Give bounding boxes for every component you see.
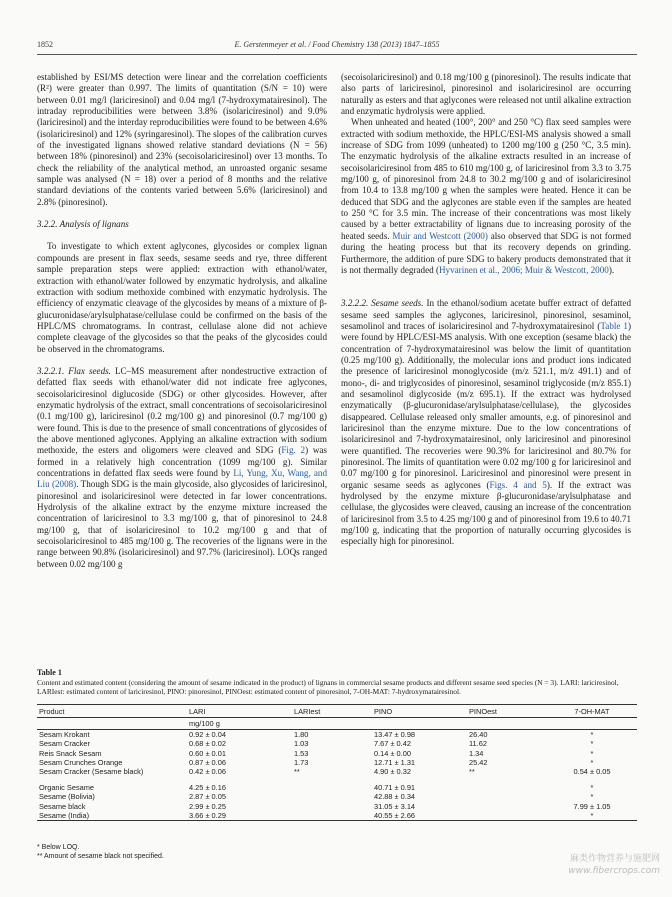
table-cell: 2.99 ± 0.25	[189, 801, 226, 811]
left-column	[37, 72, 327, 570]
table-cell: Sesame (India)	[37, 811, 187, 821]
table-title: Table 1	[37, 668, 62, 677]
fig2-link[interactable]: Fig. 2	[281, 445, 306, 456]
table-cell: *	[590, 757, 594, 767]
table-cell: 1.53	[294, 748, 309, 758]
table-cell: **	[469, 767, 475, 777]
table-cell: 12.71 ± 1.31	[374, 757, 416, 767]
table-cell: *	[547, 811, 637, 821]
page-number: 1852	[37, 40, 53, 49]
table-cell: *	[590, 782, 594, 792]
paragraph-sesame-seeds: 3.2.2.2. Sesame seeds. In the ethanol/sodium acetate buffer extract of defatted sesame seed samples the aglycones, lariciresinol, pinoresinol, sesaminol, sesamolinol and traces of isolariciresinol and 7-hydroxymatairesinol (Table 1) were found by HPLC/ESI-MS analysis. With one exception (sesame black) the concentration of 7-hydroxymatairesinol was below the limit of quantitation (0.25 mg/100 g). Additionally, the molecular ions and product ions indicated the presence of lariciresinol monoglycoside (m/z 521.1, m/z 491.1) and of mono-, di- and triglycosides of pinoresinol, sesaminol triglycoside (m/z 855.1) and sesamolinol diglycoside (m/z 695.1). If the extract was hydrolysed enzymatically (β-glucuronidase/arylsulphatase/cellulase), the glycosides disappeared. Cellulase released only smaller amounts, e.g. of pinoresinol and lariciresinol than the enzyme mixture. Due to the low concentrations of isolariciresinol and 7-hydroxymatairesinol, only lariciresinol and pinoresinol were quantified. The recoveries were 90.3% for lariciresinol and 80.7% for pinoresinol. The limits of quantitation were 0.02 mg/100 g for lariciresinol and 0.07 mg/100 g for pinoresinol. Lariciresinol and pinoresinol were present in organic sesame seeds as aglycones (Figs. 4 and 5). If the extract was hydrolysed by the enzyme mixture β-glucuronidase/arylsulphatase and cellulase, the glycosides were cleaved, causing an increase of the concentration of lariciresinol from 3.5 to 4.25 mg/100 g and of pinoresinol from 19.6 to 40.71 mg/100 g, indicating that the proportion of naturally occurring glycosides is especially high for pinoresinol.	[341, 298, 632, 547]
footnote-below-loq: * Below LOQ.	[37, 844, 80, 851]
unit-label: mg/100 g	[187, 718, 292, 730]
subsection-heading-sesame: 3.2.2.2. Sesame seeds.	[341, 298, 424, 309]
table-cell: 0.68 ± 0.02	[189, 739, 226, 749]
col-header-pino: PINO	[372, 705, 467, 718]
table-cell: 40.55 ± 2.66	[372, 811, 467, 821]
table-cell: 2.87 ± 0.05	[189, 792, 226, 802]
table-cell	[292, 783, 372, 792]
col-header-7-oh-mat: 7-OH-MAT	[547, 705, 637, 718]
table-cell: 0.14 ± 0.00	[374, 748, 411, 758]
table-cell: 4.25 ± 0.16	[189, 782, 226, 792]
figs4-5-link[interactable]: Figs. 4 and 5	[489, 479, 547, 490]
table-cell	[292, 792, 372, 801]
table-cell: *	[590, 792, 594, 802]
right-column	[341, 72, 631, 548]
table-footnotes	[37, 843, 164, 861]
table-row	[37, 739, 637, 748]
paragraph-heating: When unheated and heated (100°, 200° and 250 °C) flax seed samples were extracted with sodium methoxide, the HPLC/ESI-MS analysis showed a small increase of SDG from 1099 (unheated) to 1200 mg/100 g (250 °C, 3.5 min). The enzymatic hydrolysis of the alkaline extracts resulted in an increase of secoisolariciresinol from 485 to 610 mg/100 g, of lariciresinol from 3.3 to 3.75 mg/100 g, of pinoresinol from 24.8 to 30.2 mg/100 g and of isolariciresinol from 10.4 to 13.8 mg/100 g when the samples were heated. Hence it can be deduced that SDG and the aglycones are stable even if the samples are heated to 250 °C for 3.5 min. The increase of their concentrations was most likely caused by a better extractability of lignans due to increasing porosity of the heated seeds. Muir and Westcott (2000) also observed that SDG is not formed during the heating process but that its recovery depends on grinding. Furthermore, the addition of pure SDG to bakery products demonstrated that it is not thermally degraded (Hyvarinen et al., 2006; Muir & Westcott, 2000).	[341, 117, 632, 275]
table-cell: 11.62	[469, 739, 487, 749]
table-cell: Organic Sesame	[39, 782, 95, 792]
watermark-site: www.fibercrops.com	[568, 866, 660, 876]
table-row	[37, 767, 637, 776]
col-header-pino-est: PINOest	[467, 705, 547, 718]
col-header-lari-est: LARIest	[292, 705, 372, 718]
table-cell	[467, 783, 547, 792]
lignan-table	[37, 704, 637, 821]
table-cell: 0.87 ± 0.06	[189, 757, 226, 767]
table-cell: 31.05 ± 3.14	[374, 801, 416, 811]
table-cell: Sesam Cracker	[39, 739, 90, 749]
table-cell: 26.40	[469, 730, 488, 739]
table-cell	[467, 811, 547, 821]
table-cell: Sesam Krokant	[39, 730, 90, 739]
table-cell: Sesam Cracker (Sesame black)	[39, 767, 144, 777]
paragraph-flax-results: (secoisolariciresinol) and 0.18 mg/100 g (pinoresinol). The results indicate that also parts of lariciresinol, pinoresinol and isolariciresinol are occurring naturally as esters and that aglycones were released not until alkaline extraction and enzymatic hydrolysis were applied.	[341, 72, 631, 117]
journal-citation: E. Gerstenmeyer et al. / Food Chemistry 138 (2013) 1847–1855	[234, 40, 440, 49]
col-header-product: Product	[37, 705, 187, 718]
table1-link[interactable]: Table 1	[600, 320, 628, 331]
footnote-not-specified: ** Amount of sesame black not specified.	[37, 853, 164, 860]
table-cell: 7.67 ± 0.42	[374, 739, 411, 749]
table-cell: 40.71 ± 0.91	[374, 782, 416, 792]
table-cell: *	[590, 730, 594, 739]
table-cell: 1.03	[294, 739, 309, 749]
table-cell	[292, 811, 372, 821]
table-cell: 13.47 ± 0.98	[374, 730, 416, 739]
table-cell: 7.99 ± 1.05	[573, 801, 611, 811]
table-cell: Sesame black	[39, 801, 86, 811]
table-cell	[292, 801, 372, 810]
table-cell: 0.54 ± 0.05	[573, 767, 611, 777]
watermark	[568, 853, 660, 877]
table-cell	[467, 792, 547, 801]
table-cell: 0.92 ± 0.04	[189, 730, 226, 739]
table-cell: **	[294, 767, 300, 777]
table-cell: 4.90 ± 0.32	[374, 767, 411, 777]
table-row	[37, 801, 637, 810]
table-cell	[467, 801, 547, 810]
table-cell: 1.34	[469, 748, 484, 758]
table-cell: *	[590, 748, 594, 758]
table-row	[37, 730, 637, 740]
section-heading-3-2-2: 3.2.2. Analysis of lignans	[37, 219, 129, 230]
table-cell: 1.73	[294, 757, 309, 767]
table-cell: 0.60 ± 0.01	[189, 748, 226, 758]
table-cell: 25.42	[469, 757, 488, 767]
paragraph-validation: established by ESI/MS detection were linear and the correlation coefficients (R²) were greater than 0.997. The limits of quantitation (S/N = 10) were between 0.01 mg/l (lariciresinol) and 0.04 mg/l (7-hydroxymatairesinol). The intraday reproducibilities were between 3.8% (isolariciresinol) and 9.0% (lariciresinol) and the interday reproducibilities were found to be between 4.6% (isolariciresinol) and 12% (syringaresinol). The slopes of the calibration curves of the investigated lignans showed relative standard deviations (N = 56) between 18% (pinoresinol) and 23% (secoisolariciresinol) over 13 months. To check the reliability of the analytical method, an unroasted organic sesame sample was analysed (N = 18) over a period of 8 months and the relative standard deviations of the contents varied between 5.6% (lariciresinol) and 2.8% (pinoresinol).	[37, 72, 327, 207]
table-cell: 0.42 ± 0.06	[189, 767, 226, 777]
table-cell: 1.80	[294, 730, 309, 739]
watermark-title: 麻类作物营养与施肥网	[569, 854, 660, 864]
table-cell: Reis Snack Sesam	[39, 748, 102, 758]
header-rule	[37, 54, 637, 55]
ref-muir-westcott-link[interactable]: Muir and Westcott (2000)	[392, 230, 488, 241]
subsection-heading-flax: 3.2.2.1. Flax seeds.	[37, 365, 111, 376]
ref-li-2008-link[interactable]: Li, Yung, Xu, Wang, and Liu (2008)	[37, 468, 327, 490]
paragraph-analysis: To investigate to which extent aglycones, glycosides or complex lignan compounds are present in flax seeds, sesame seeds and rye, three different sample preparation steps were applied: extraction with ethanol/water, extraction with ethanol/water followed by enzymatic hydrolysis, and alkaline extraction with sodium methoxide combined with enzymatic hydrolysis. The efficiency of enzymatic cleavage of the glycosides by means of a mixture of β-glucuronidase/arylsulphatase/cellulase could be confirmed on the basis of the HPLC/MS chromatograms. In contrast, cellulase alone did not achieve complete cleavage of the glycosides so that the peaks of the glycosides could be observed in the chromatograms.	[37, 241, 327, 354]
table-cell: 3.66 ± 0.29	[187, 811, 292, 821]
table-cell: Sesam Crunches Orange	[39, 757, 123, 767]
table-cell: Sesame (Bolivia)	[39, 792, 95, 802]
table-caption: Content and estimated content (considering the amount of sesame indicated in the product) of lignans in commercial sesame products and different sesame seed species (N = 3). LARI: lariciresinol, LARIest: estimated content of lariciresinol, PINO: pinoresinol, PINOest: estimated content of pinoresinol, 7-OH-MAT: 7-hydroxymatairesinol.	[37, 678, 619, 697]
table-row	[37, 748, 637, 757]
table-cell: *	[590, 739, 594, 749]
table-row	[37, 792, 637, 801]
table-row	[37, 811, 637, 821]
paragraph-flax-seeds: 3.2.2.1. Flax seeds. LC–MS measurement after nondestructive extraction of defatted flax seeds with ethanol/water did not indicate free aglycones, secoisolariciresinol diglucoside (SDG) or other glycosides. However, after enzymatic hydrolysis of the extract, small concentrations of secoisolariciresinol (0.1 mg/100 g), lariciresinol (0.2 mg/100 g) and pinoresinol (0.7 mg/100 g) were found. This is due to the presence of small concentrations of glycosides of the above mentioned aglycones. Applying an alkaline extraction with sodium methoxide, the esters and oligomers were cleaved and SDG (Fig. 2) was formed in a relatively high concentration (1099 mg/100 g). Similar concentrations in defatted flax seeds were found by Li, Yung, Xu, Wang, and Liu (2008). Though SDG is the main glycoside, also glycosides of lariciresinol, pinoresinol and isolariciresinol were detected in far lower concentrations. Hydrolysis of the alkaline extract by the enzyme mixture increased the concentration of lariciresinol to 3.3 mg/100 g, that of pinoresinol to 24.8 mg/100 g, that of isolariciresinol to 10.2 mg/100 g and that of secoisolariciresinol to 485 mg/100 g. The recoveries of the lignans were in the range between 90.8% (isolariciresinol) and 97.7% (lariciresinol). LOQs ranged between 0.02 mg/100 g	[37, 365, 328, 569]
table-cell: 42.88 ± 0.34	[374, 792, 416, 802]
col-header-lari: LARI	[187, 705, 292, 718]
ref-hyvarinen-link[interactable]: Hyvarinen et al., 2006; Muir & Westcott, 2000	[438, 264, 609, 275]
table-header-row	[37, 705, 637, 718]
table-row	[37, 758, 637, 767]
unit-row	[37, 718, 637, 730]
table-row	[37, 783, 637, 792]
